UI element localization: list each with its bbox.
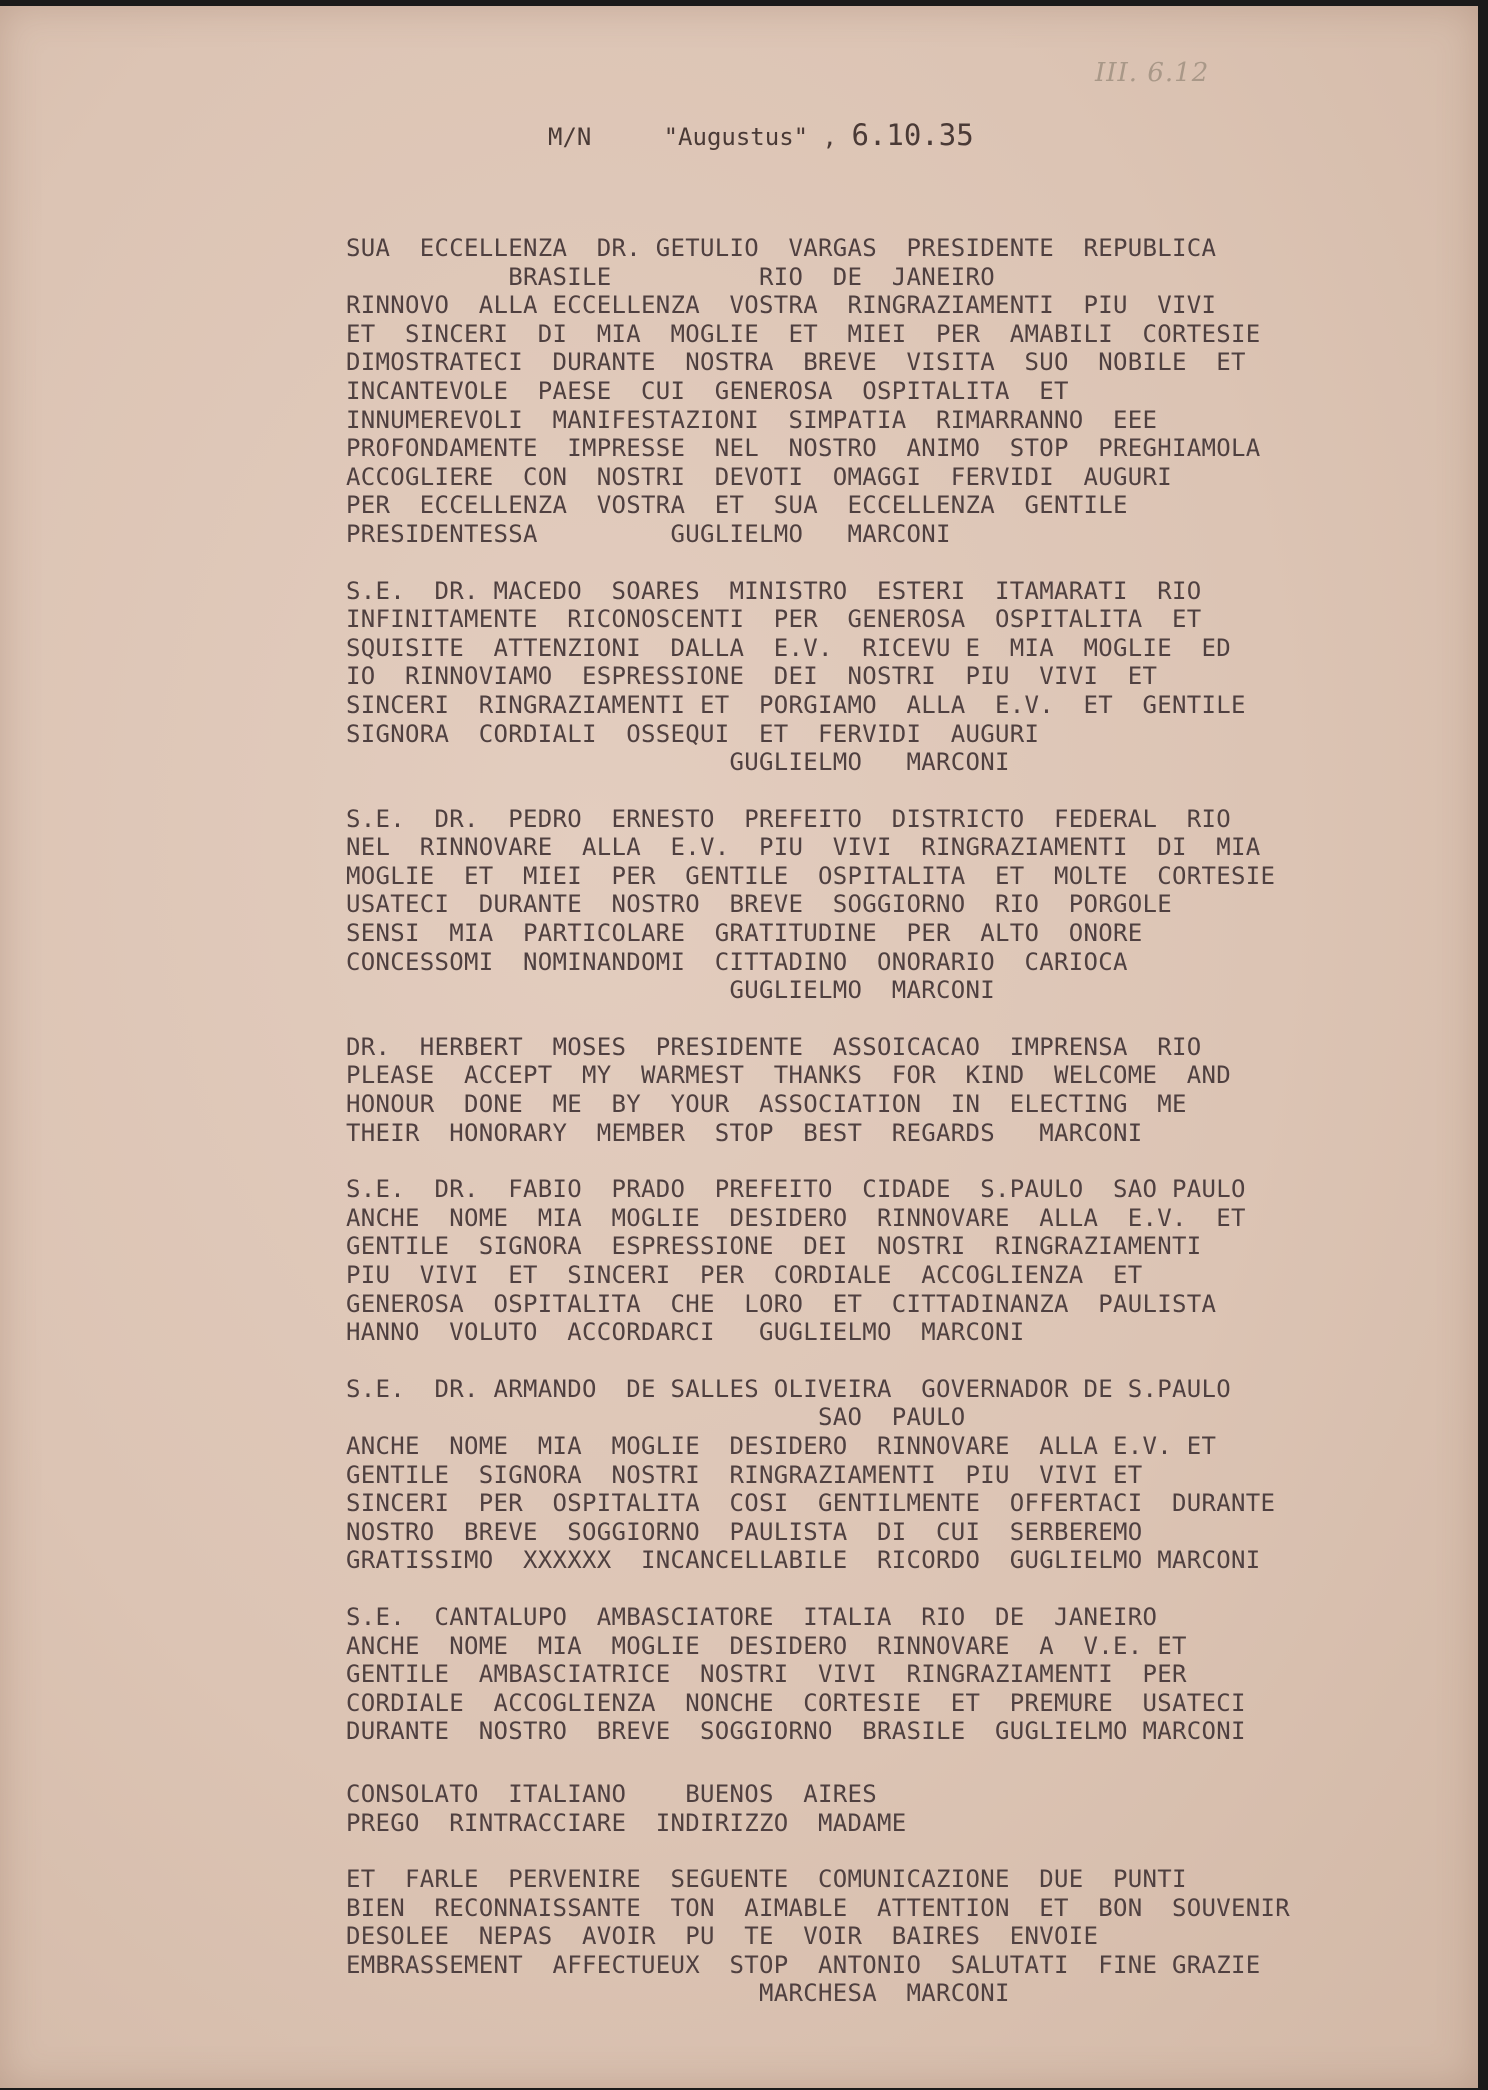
telegram-line: MARCHESA MARCONI bbox=[346, 1979, 1010, 2008]
telegram-line: CONSOLATO ITALIANO BUENOS AIRES bbox=[346, 1779, 877, 1808]
telegram-line: INFINITAMENTE RICONOSCENTI PER GENEROSA OSPITALITA ET bbox=[346, 605, 1202, 634]
telegram-line: INCANTEVOLE PAESE CUI GENEROSA OSPITALITA ET bbox=[346, 376, 1069, 405]
telegram-line: S.E. CANTALUPO AMBASCIATORE ITALIA RIO DE JANEIRO bbox=[346, 1602, 1158, 1631]
telegram-line: GENEROSA OSPITALITA CHE LORO ET CITTADINANZA PAULISTA bbox=[346, 1289, 1217, 1318]
telegram-block bbox=[346, 1780, 1466, 1837]
telegram-line: PRESIDENTESSA GUGLIELMO MARCONI bbox=[346, 519, 951, 548]
telegram-block bbox=[346, 805, 1466, 1005]
telegram-line: SUA ECCELLENZA DR. GETULIO VARGAS PRESIDENTE REPUBLICA bbox=[346, 234, 1217, 262]
telegram-line: PLEASE ACCEPT MY WARMEST THANKS FOR KIND WELCOME AND bbox=[346, 1061, 1231, 1090]
telegram-line: MOGLIE ET MIEI PER GENTILE OSPITALITA ET MOLTE CORTESIE bbox=[346, 861, 1276, 890]
telegram-line: BIEN RECONNAISSANTE TON AIMABLE ATTENTION ET BON SOUVENIR bbox=[346, 1893, 1290, 1922]
telegram-line: GRATISSIMO XXXXXX INCANCELLABILE RICORDO GUGLIELMO MARCONI bbox=[346, 1546, 1261, 1575]
telegram-line: PER ECCELLENZA VOSTRA ET SUA ECCELLENZA GENTILE bbox=[346, 491, 1128, 520]
telegram-line: SAO PAULO bbox=[346, 1403, 966, 1432]
telegram-line: HONOUR DONE ME BY YOUR ASSOCIATION IN ELECTING ME bbox=[346, 1090, 1187, 1119]
telegram-line: RINNOVO ALLA ECCELLENZA VOSTRA RINGRAZIAMENTI PIU VIVI bbox=[346, 291, 1217, 320]
telegram-line: IO RINNOVIAMO ESPRESSIONE DEI NOSTRI PIU VIVI ET bbox=[346, 662, 1158, 691]
telegram-line: NEL RINNOVARE ALLA E.V. PIU VIVI RINGRAZIAMENTI DI MIA bbox=[346, 833, 1261, 862]
telegram-line: PIU VIVI ET SINCERI PER CORDIALE ACCOGLIENZA ET bbox=[346, 1261, 1143, 1289]
telegram-line: ACCOGLIERE CON NOSTRI DEVOTI OMAGGI FERVIDI AUGURI bbox=[346, 462, 1172, 491]
telegram-line: BRASILE RIO DE JANEIRO bbox=[346, 262, 995, 291]
telegram-line: S.E. DR. PEDRO ERNESTO PREFEITO DISTRICTO FEDERAL RIO bbox=[346, 804, 1231, 833]
telegram-line: HANNO VOLUTO ACCORDARCI GUGLIELMO MARCONI bbox=[346, 1318, 1025, 1347]
telegram-line: USATECI DURANTE NOSTRO BREVE SOGGIORNO RIO PORGOLE bbox=[346, 890, 1172, 919]
telegram-line: GENTILE SIGNORA ESPRESSIONE DEI NOSTRI RINGRAZIAMENTI bbox=[346, 1232, 1202, 1261]
telegram-line: INNUMEREVOLI MANIFESTAZIONI SIMPATIA RIMARRANNO EEE bbox=[346, 405, 1158, 434]
telegram-line: SINCERI RINGRAZIAMENTI ET PORGIAMO ALLA E.V. ET GENTILE bbox=[346, 690, 1246, 719]
telegram-line: PROFONDAMENTE IMPRESSE NEL NOSTRO ANIMO STOP PREGHIAMOLA bbox=[346, 434, 1261, 463]
telegram-block bbox=[346, 1175, 1466, 1347]
header-date: 6.10.35 bbox=[851, 118, 974, 152]
telegram-line: S.E. DR. ARMANDO DE SALLES OLIVEIRA GOVERNADOR DE S.PAULO bbox=[346, 1374, 1231, 1403]
telegram-line: EMBRASSEMENT AFFECTUEUX STOP ANTONIO SALUTATI FINE GRAZIE bbox=[346, 1950, 1261, 1979]
telegram-block bbox=[346, 1603, 1466, 1746]
telegram-line: DURANTE NOSTRO BREVE SOGGIORNO BRASILE GUGLIELMO MARCONI bbox=[346, 1717, 1246, 1746]
telegram-line: ET FARLE PERVENIRE SEGUENTE COMUNICAZIONE DUE PUNTI bbox=[346, 1865, 1187, 1894]
telegram-line: GENTILE AMBASCIATRICE NOSTRI VIVI RINGRAZIAMENTI PER bbox=[346, 1660, 1187, 1689]
telegram-list bbox=[346, 234, 1466, 2036]
telegram-line: S.E. DR. MACEDO SOARES MINISTRO ESTERI ITAMARATI RIO bbox=[346, 576, 1202, 605]
telegram-line: PREGO RINTRACCIARE INDIRIZZO MADAME bbox=[346, 1808, 907, 1837]
telegram-line: CORDIALE ACCOGLIENZA NONCHE CORTESIE ET PREMURE USATECI bbox=[346, 1688, 1246, 1717]
telegram-line: GUGLIELMO MARCONI bbox=[346, 748, 1010, 777]
telegram-line: GUGLIELMO MARCONI bbox=[346, 976, 995, 1005]
telegram-line: S.E. DR. FABIO PRADO PREFEITO CIDADE S.PAULO SAO PAULO bbox=[346, 1175, 1246, 1204]
telegram-line: DR. HERBERT MOSES PRESIDENTE ASSOICACAO IMPRENSA RIO bbox=[346, 1032, 1202, 1061]
telegram-line: SINCERI PER OSPITALITA COSI GENTILMENTE OFFERTACI DURANTE bbox=[346, 1489, 1276, 1518]
telegram-line: DIMOSTRATECI DURANTE NOSTRA BREVE VISITA SUO NOBILE ET bbox=[346, 348, 1246, 377]
telegram-line: SENSI MIA PARTICOLARE GRATITUDINE PER ALTO ONORE bbox=[346, 919, 1143, 948]
document-header bbox=[548, 118, 974, 152]
ship-prefix: M/N bbox=[548, 123, 592, 151]
pencil-archive-note: III. 6.12 bbox=[1095, 58, 1210, 88]
telegram-line: SIGNORA CORDIALI OSSEQUI ET FERVIDI AUGURI bbox=[346, 719, 1040, 748]
telegram-line: SQUISITE ATTENZIONI DALLA E.V. RICEVU E MIA MOGLIE ED bbox=[346, 633, 1231, 662]
telegram-block bbox=[346, 1865, 1466, 2008]
telegram-line: DESOLEE NEPAS AVOIR PU TE VOIR BAIRES ENVOIE bbox=[346, 1922, 1099, 1951]
ship-name: "Augustus" , bbox=[663, 123, 837, 151]
telegram-block bbox=[346, 1033, 1466, 1147]
telegram-line: ET SINCERI DI MIA MOGLIE ET MIEI PER AMABILI CORTESIE bbox=[346, 319, 1261, 348]
telegram-line: GENTILE SIGNORA NOSTRI RINGRAZIAMENTI PIU VIVI ET bbox=[346, 1460, 1143, 1489]
telegram-line: ANCHE NOME MIA MOGLIE DESIDERO RINNOVARE ALLA E.V. ET bbox=[346, 1203, 1246, 1232]
telegram-line: NOSTRO BREVE SOGGIORNO PAULISTA DI CUI SERBEREMO bbox=[346, 1517, 1143, 1546]
telegram-block bbox=[346, 234, 1466, 549]
telegram-block bbox=[346, 1375, 1466, 1575]
typed-document-page bbox=[0, 6, 1478, 2088]
telegram-line: CONCESSOMI NOMINANDOMI CITTADINO ONORARIO CARIOCA bbox=[346, 947, 1128, 976]
telegram-line: ANCHE NOME MIA MOGLIE DESIDERO RINNOVARE A V.E. ET bbox=[346, 1631, 1187, 1660]
telegram-line: ANCHE NOME MIA MOGLIE DESIDERO RINNOVARE ALLA E.V. ET bbox=[346, 1431, 1217, 1460]
telegram-block bbox=[346, 577, 1466, 777]
telegram-line: THEIR HONORARY MEMBER STOP BEST REGARDS MARCONI bbox=[346, 1118, 1143, 1147]
